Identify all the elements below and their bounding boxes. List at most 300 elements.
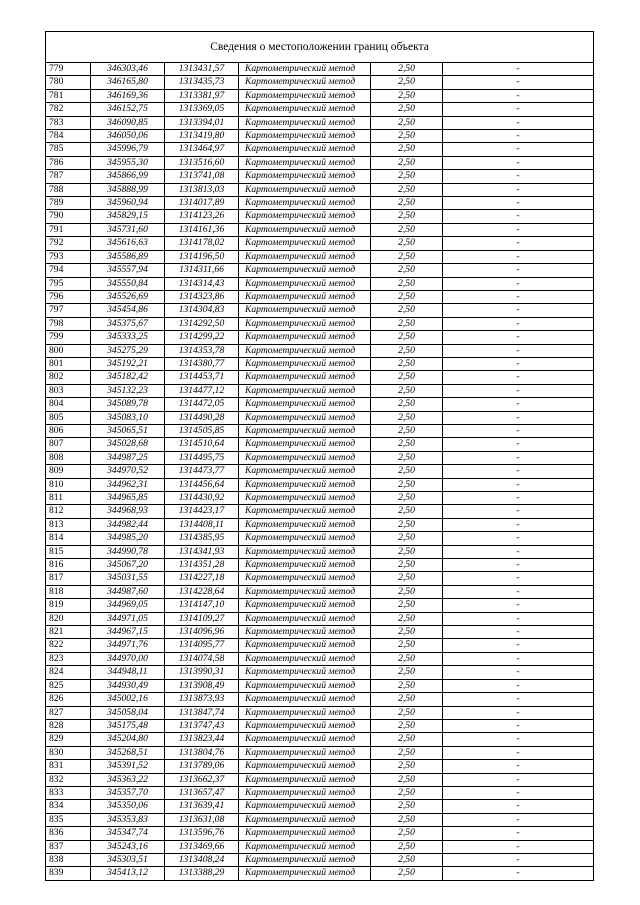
x-coordinate-cell: 345955,30: [91, 156, 165, 169]
y-coordinate-cell: 1313369,05: [165, 103, 239, 116]
description-cell: -: [443, 639, 594, 652]
table-row: [46, 492, 594, 505]
x-coordinate-cell: 345353,83: [91, 813, 165, 826]
table-row: [46, 840, 594, 853]
coordinates-table: [45, 62, 594, 881]
description-cell: -: [443, 585, 594, 598]
x-coordinate-cell: 344971,05: [91, 612, 165, 625]
method-cell: Картометрический метод: [239, 63, 371, 76]
accuracy-cell: 2,50: [371, 827, 443, 840]
point-number-cell: 782: [46, 103, 91, 116]
method-cell: Картометрический метод: [239, 130, 371, 143]
description-cell: -: [443, 210, 594, 223]
table-row: [46, 545, 594, 558]
method-cell: Картометрический метод: [239, 210, 371, 223]
method-cell: Картометрический метод: [239, 679, 371, 692]
accuracy-cell: 2,50: [371, 505, 443, 518]
y-coordinate-cell: 1314430,92: [165, 492, 239, 505]
description-cell: -: [443, 183, 594, 196]
description-cell: -: [443, 384, 594, 397]
point-number-cell: 794: [46, 264, 91, 277]
accuracy-cell: 2,50: [371, 840, 443, 853]
x-coordinate-cell: 345375,67: [91, 317, 165, 330]
point-number-cell: 791: [46, 223, 91, 236]
method-cell: Картометрический метод: [239, 317, 371, 330]
description-cell: -: [443, 679, 594, 692]
y-coordinate-cell: 1313431,57: [165, 63, 239, 76]
point-number-cell: 792: [46, 237, 91, 250]
point-number-cell: 814: [46, 532, 91, 545]
y-coordinate-cell: 1314341,93: [165, 545, 239, 558]
point-number-cell: 783: [46, 116, 91, 129]
point-number-cell: 793: [46, 250, 91, 263]
description-cell: -: [443, 693, 594, 706]
description-cell: -: [443, 250, 594, 263]
x-coordinate-cell: 346303,46: [91, 63, 165, 76]
description-cell: -: [443, 773, 594, 786]
point-number-cell: 787: [46, 170, 91, 183]
y-coordinate-cell: 1313408,24: [165, 853, 239, 866]
x-coordinate-cell: 345058,04: [91, 706, 165, 719]
accuracy-cell: 2,50: [371, 424, 443, 437]
method-cell: Картометрический метод: [239, 277, 371, 290]
point-number-cell: 795: [46, 277, 91, 290]
table-row: [46, 813, 594, 826]
table-row: [46, 693, 594, 706]
point-number-cell: 807: [46, 438, 91, 451]
x-coordinate-cell: 344985,20: [91, 532, 165, 545]
method-cell: Картометрический метод: [239, 827, 371, 840]
x-coordinate-cell: 345132,23: [91, 384, 165, 397]
x-coordinate-cell: 345204,80: [91, 733, 165, 746]
x-coordinate-cell: 345391,52: [91, 760, 165, 773]
x-coordinate-cell: 344970,52: [91, 465, 165, 478]
description-cell: -: [443, 478, 594, 491]
description-cell: -: [443, 277, 594, 290]
accuracy-cell: 2,50: [371, 264, 443, 277]
description-cell: -: [443, 706, 594, 719]
x-coordinate-cell: 345526,69: [91, 290, 165, 303]
x-coordinate-cell: 345888,99: [91, 183, 165, 196]
description-cell: -: [443, 652, 594, 665]
method-cell: Картометрический метод: [239, 545, 371, 558]
method-cell: Картометрический метод: [239, 116, 371, 129]
accuracy-cell: 2,50: [371, 237, 443, 250]
y-coordinate-cell: 1314314,43: [165, 277, 239, 290]
x-coordinate-cell: 344965,85: [91, 492, 165, 505]
point-number-cell: 819: [46, 599, 91, 612]
table-row: [46, 103, 594, 116]
x-coordinate-cell: 345616,63: [91, 237, 165, 250]
y-coordinate-cell: 1314109,27: [165, 612, 239, 625]
method-cell: Картометрический метод: [239, 693, 371, 706]
description-cell: -: [443, 89, 594, 102]
y-coordinate-cell: 1314408,11: [165, 518, 239, 531]
y-coordinate-cell: 1313990,31: [165, 666, 239, 679]
point-number-cell: 818: [46, 585, 91, 598]
accuracy-cell: 2,50: [371, 451, 443, 464]
table-row: [46, 371, 594, 384]
accuracy-cell: 2,50: [371, 853, 443, 866]
point-number-cell: 833: [46, 786, 91, 799]
table-row: [46, 210, 594, 223]
method-cell: Картометрический метод: [239, 424, 371, 437]
table-row: [46, 572, 594, 585]
accuracy-cell: 2,50: [371, 545, 443, 558]
point-number-cell: 820: [46, 612, 91, 625]
x-coordinate-cell: 345350,06: [91, 800, 165, 813]
table-row: [46, 652, 594, 665]
point-number-cell: 839: [46, 867, 91, 880]
y-coordinate-cell: 1313516,60: [165, 156, 239, 169]
accuracy-cell: 2,50: [371, 733, 443, 746]
table-row: [46, 317, 594, 330]
accuracy-cell: 2,50: [371, 116, 443, 129]
accuracy-cell: 2,50: [371, 304, 443, 317]
x-coordinate-cell: 345067,20: [91, 559, 165, 572]
method-cell: Картометрический метод: [239, 800, 371, 813]
method-cell: Картометрический метод: [239, 599, 371, 612]
point-number-cell: 781: [46, 89, 91, 102]
table-row: [46, 250, 594, 263]
point-number-cell: 785: [46, 143, 91, 156]
point-number-cell: 831: [46, 760, 91, 773]
method-cell: Картометрический метод: [239, 706, 371, 719]
description-cell: -: [443, 853, 594, 866]
description-cell: -: [443, 103, 594, 116]
accuracy-cell: 2,50: [371, 63, 443, 76]
point-number-cell: 829: [46, 733, 91, 746]
method-cell: Картометрический метод: [239, 492, 371, 505]
y-coordinate-cell: 1314299,22: [165, 331, 239, 344]
y-coordinate-cell: 1314292,50: [165, 317, 239, 330]
accuracy-cell: 2,50: [371, 693, 443, 706]
y-coordinate-cell: 1314074,58: [165, 652, 239, 665]
x-coordinate-cell: 345065,51: [91, 424, 165, 437]
description-cell: -: [443, 76, 594, 89]
accuracy-cell: 2,50: [371, 746, 443, 759]
y-coordinate-cell: 1314423,17: [165, 505, 239, 518]
table-row: [46, 183, 594, 196]
table-row: [46, 518, 594, 531]
table-row: [46, 585, 594, 598]
method-cell: Картометрический метод: [239, 371, 371, 384]
x-coordinate-cell: 345866,99: [91, 170, 165, 183]
y-coordinate-cell: 1314096,96: [165, 626, 239, 639]
accuracy-cell: 2,50: [371, 652, 443, 665]
x-coordinate-cell: 344968,93: [91, 505, 165, 518]
description-cell: -: [443, 867, 594, 880]
x-coordinate-cell: 344962,31: [91, 478, 165, 491]
accuracy-cell: 2,50: [371, 867, 443, 880]
description-cell: -: [443, 719, 594, 732]
table-title: Сведения о местоположении границ объекта: [45, 31, 594, 62]
accuracy-cell: 2,50: [371, 250, 443, 263]
x-coordinate-cell: 344948,11: [91, 666, 165, 679]
y-coordinate-cell: 1314353,78: [165, 344, 239, 357]
y-coordinate-cell: 1313813,03: [165, 183, 239, 196]
point-number-cell: 826: [46, 693, 91, 706]
x-coordinate-cell: 345303,51: [91, 853, 165, 866]
x-coordinate-cell: 345363,22: [91, 773, 165, 786]
description-cell: -: [443, 143, 594, 156]
point-number-cell: 832: [46, 773, 91, 786]
description-cell: -: [443, 733, 594, 746]
point-number-cell: 786: [46, 156, 91, 169]
table-row: [46, 773, 594, 786]
description-cell: -: [443, 800, 594, 813]
table-row: [46, 827, 594, 840]
description-cell: -: [443, 746, 594, 759]
y-coordinate-cell: 1314473,77: [165, 465, 239, 478]
x-coordinate-cell: 344987,60: [91, 585, 165, 598]
x-coordinate-cell: 345731,60: [91, 223, 165, 236]
table-row: [46, 143, 594, 156]
table-row: [46, 679, 594, 692]
y-coordinate-cell: 1313741,08: [165, 170, 239, 183]
table-row: [46, 223, 594, 236]
table-row: [46, 478, 594, 491]
description-cell: -: [443, 156, 594, 169]
table-row: [46, 626, 594, 639]
x-coordinate-cell: 345550,84: [91, 277, 165, 290]
description-cell: -: [443, 197, 594, 210]
method-cell: Картометрический метод: [239, 237, 371, 250]
table-row: [46, 424, 594, 437]
y-coordinate-cell: 1314456,64: [165, 478, 239, 491]
description-cell: -: [443, 331, 594, 344]
accuracy-cell: 2,50: [371, 103, 443, 116]
point-number-cell: 816: [46, 559, 91, 572]
y-coordinate-cell: 1314385,95: [165, 532, 239, 545]
point-number-cell: 838: [46, 853, 91, 866]
point-number-cell: 788: [46, 183, 91, 196]
table-row: [46, 398, 594, 411]
x-coordinate-cell: 345829,15: [91, 210, 165, 223]
y-coordinate-cell: 1314304,83: [165, 304, 239, 317]
table-row: [46, 612, 594, 625]
point-number-cell: 803: [46, 384, 91, 397]
table-row: [46, 264, 594, 277]
description-cell: -: [443, 424, 594, 437]
point-number-cell: 808: [46, 451, 91, 464]
method-cell: Картометрический метод: [239, 518, 371, 531]
accuracy-cell: 2,50: [371, 760, 443, 773]
accuracy-cell: 2,50: [371, 317, 443, 330]
description-cell: -: [443, 411, 594, 424]
table-row: [46, 666, 594, 679]
method-cell: Картометрический метод: [239, 773, 371, 786]
table-row: [46, 706, 594, 719]
x-coordinate-cell: 345028,68: [91, 438, 165, 451]
point-number-cell: 784: [46, 130, 91, 143]
x-coordinate-cell: 344971,76: [91, 639, 165, 652]
description-cell: -: [443, 572, 594, 585]
table-row: [46, 130, 594, 143]
accuracy-cell: 2,50: [371, 532, 443, 545]
table-row: [46, 76, 594, 89]
table-row: [46, 63, 594, 76]
method-cell: Картометрический метод: [239, 170, 371, 183]
x-coordinate-cell: 345031,55: [91, 572, 165, 585]
y-coordinate-cell: 1313804,76: [165, 746, 239, 759]
method-cell: Картометрический метод: [239, 786, 371, 799]
method-cell: Картометрический метод: [239, 813, 371, 826]
point-number-cell: 799: [46, 331, 91, 344]
method-cell: Картометрический метод: [239, 719, 371, 732]
description-cell: -: [443, 116, 594, 129]
accuracy-cell: 2,50: [371, 290, 443, 303]
table-row: [46, 867, 594, 880]
x-coordinate-cell: 345268,51: [91, 746, 165, 759]
table-row: [46, 411, 594, 424]
table-row: [46, 304, 594, 317]
method-cell: Картометрический метод: [239, 652, 371, 665]
method-cell: Картометрический метод: [239, 572, 371, 585]
y-coordinate-cell: 1313908,49: [165, 679, 239, 692]
accuracy-cell: 2,50: [371, 183, 443, 196]
table-row: [46, 800, 594, 813]
method-cell: Картометрический метод: [239, 438, 371, 451]
y-coordinate-cell: 1314495,75: [165, 451, 239, 464]
y-coordinate-cell: 1314227,18: [165, 572, 239, 585]
x-coordinate-cell: 346169,36: [91, 89, 165, 102]
accuracy-cell: 2,50: [371, 492, 443, 505]
accuracy-cell: 2,50: [371, 559, 443, 572]
x-coordinate-cell: 345182,42: [91, 371, 165, 384]
description-cell: -: [443, 237, 594, 250]
x-coordinate-cell: 344987,25: [91, 451, 165, 464]
point-number-cell: 830: [46, 746, 91, 759]
description-cell: -: [443, 130, 594, 143]
description-cell: -: [443, 357, 594, 370]
description-cell: -: [443, 371, 594, 384]
method-cell: Картометрический метод: [239, 183, 371, 196]
description-cell: -: [443, 451, 594, 464]
method-cell: Картометрический метод: [239, 478, 371, 491]
accuracy-cell: 2,50: [371, 357, 443, 370]
y-coordinate-cell: 1314490,28: [165, 411, 239, 424]
y-coordinate-cell: 1314323,86: [165, 290, 239, 303]
x-coordinate-cell: 345557,94: [91, 264, 165, 277]
method-cell: Картометрический метод: [239, 398, 371, 411]
x-coordinate-cell: 346165,80: [91, 76, 165, 89]
point-number-cell: 813: [46, 518, 91, 531]
y-coordinate-cell: 1314311,66: [165, 264, 239, 277]
x-coordinate-cell: 345243,16: [91, 840, 165, 853]
method-cell: Картометрический метод: [239, 451, 371, 464]
description-cell: -: [443, 317, 594, 330]
x-coordinate-cell: 345275,29: [91, 344, 165, 357]
description-cell: -: [443, 760, 594, 773]
description-cell: -: [443, 290, 594, 303]
accuracy-cell: 2,50: [371, 585, 443, 598]
table-row: [46, 760, 594, 773]
accuracy-cell: 2,50: [371, 786, 443, 799]
table-row: [46, 746, 594, 759]
x-coordinate-cell: 345996,79: [91, 143, 165, 156]
accuracy-cell: 2,50: [371, 572, 443, 585]
method-cell: Картометрический метод: [239, 331, 371, 344]
point-number-cell: 827: [46, 706, 91, 719]
x-coordinate-cell: 345002,16: [91, 693, 165, 706]
accuracy-cell: 2,50: [371, 331, 443, 344]
accuracy-cell: 2,50: [371, 210, 443, 223]
method-cell: Картометрический метод: [239, 223, 371, 236]
x-coordinate-cell: 345192,21: [91, 357, 165, 370]
method-cell: Картометрический метод: [239, 840, 371, 853]
table-row: [46, 331, 594, 344]
point-number-cell: 828: [46, 719, 91, 732]
accuracy-cell: 2,50: [371, 706, 443, 719]
y-coordinate-cell: 1313639,41: [165, 800, 239, 813]
method-cell: Картометрический метод: [239, 304, 371, 317]
y-coordinate-cell: 1313596,76: [165, 827, 239, 840]
description-cell: -: [443, 223, 594, 236]
accuracy-cell: 2,50: [371, 371, 443, 384]
y-coordinate-cell: 1313873,93: [165, 693, 239, 706]
accuracy-cell: 2,50: [371, 411, 443, 424]
x-coordinate-cell: 344930,49: [91, 679, 165, 692]
description-cell: -: [443, 505, 594, 518]
description-cell: -: [443, 599, 594, 612]
x-coordinate-cell: 345347,74: [91, 827, 165, 840]
y-coordinate-cell: 1314453,71: [165, 371, 239, 384]
accuracy-cell: 2,50: [371, 76, 443, 89]
accuracy-cell: 2,50: [371, 89, 443, 102]
accuracy-cell: 2,50: [371, 518, 443, 531]
table-row: [46, 853, 594, 866]
table-row: [46, 344, 594, 357]
table-row: [46, 733, 594, 746]
method-cell: Картометрический метод: [239, 143, 371, 156]
table-row: [46, 116, 594, 129]
y-coordinate-cell: 1314178,02: [165, 237, 239, 250]
y-coordinate-cell: 1314510,64: [165, 438, 239, 451]
point-number-cell: 804: [46, 398, 91, 411]
table-row: [46, 277, 594, 290]
boundary-sheet: [45, 31, 594, 881]
accuracy-cell: 2,50: [371, 384, 443, 397]
y-coordinate-cell: 1313662,37: [165, 773, 239, 786]
y-coordinate-cell: 1313747,43: [165, 719, 239, 732]
description-cell: -: [443, 264, 594, 277]
accuracy-cell: 2,50: [371, 773, 443, 786]
y-coordinate-cell: 1314228,64: [165, 585, 239, 598]
accuracy-cell: 2,50: [371, 478, 443, 491]
method-cell: Картометрический метод: [239, 746, 371, 759]
point-number-cell: 779: [46, 63, 91, 76]
y-coordinate-cell: 1313381,97: [165, 89, 239, 102]
x-coordinate-cell: 346050,06: [91, 130, 165, 143]
table-row: [46, 639, 594, 652]
accuracy-cell: 2,50: [371, 223, 443, 236]
y-coordinate-cell: 1314017,89: [165, 197, 239, 210]
table-row: [46, 599, 594, 612]
description-cell: -: [443, 786, 594, 799]
y-coordinate-cell: 1313419,80: [165, 130, 239, 143]
point-number-cell: 790: [46, 210, 91, 223]
x-coordinate-cell: 346090,85: [91, 116, 165, 129]
table-row: [46, 559, 594, 572]
point-number-cell: 798: [46, 317, 91, 330]
point-number-cell: 823: [46, 652, 91, 665]
x-coordinate-cell: 344970,00: [91, 652, 165, 665]
method-cell: Картометрический метод: [239, 384, 371, 397]
accuracy-cell: 2,50: [371, 639, 443, 652]
description-cell: -: [443, 398, 594, 411]
description-cell: -: [443, 304, 594, 317]
